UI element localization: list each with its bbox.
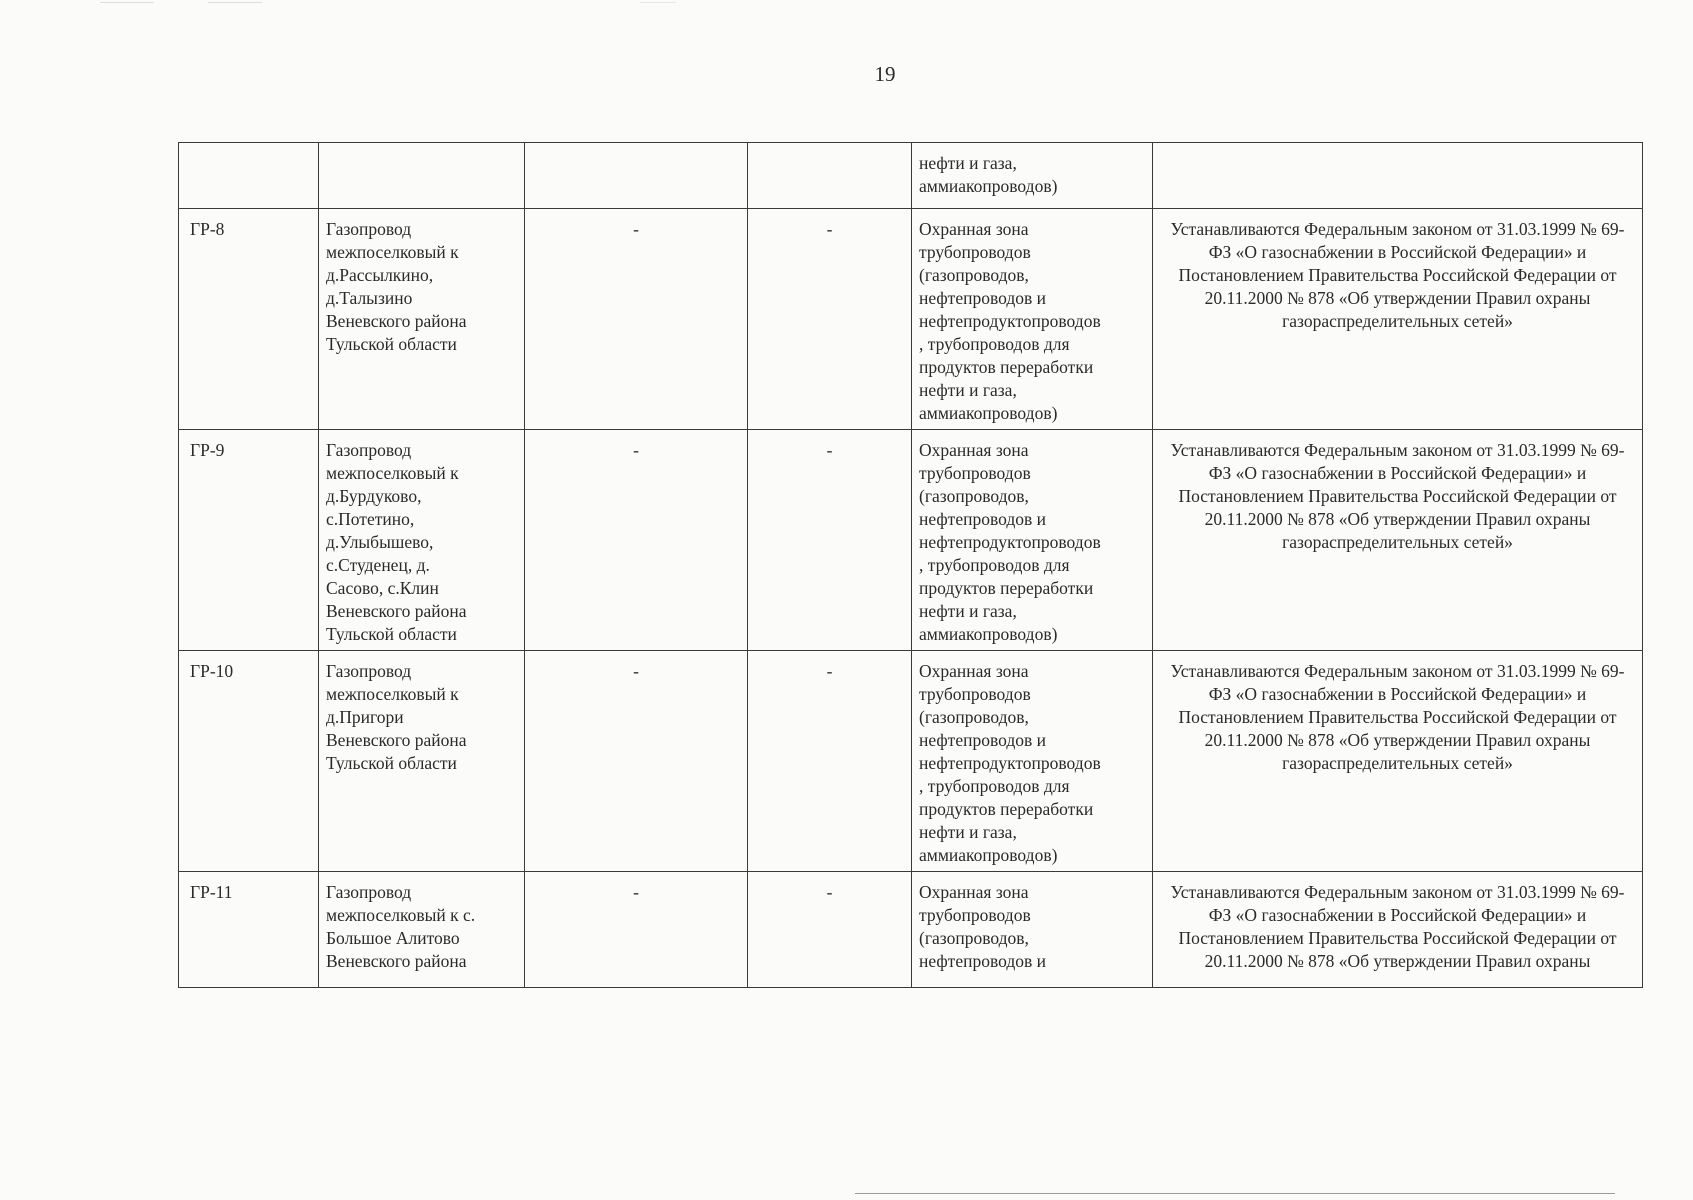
cell-code: ГР-11 — [179, 872, 319, 988]
cell-col4: - — [748, 651, 912, 872]
cell-basis: Устанавливаются Федеральным законом от 31.03.1999 № 69-ФЗ «О газоснабжении в Российской Федерации» и Постановлением Правительства Российской Федерации от 20.11.2000 № 878 «Об утверждении Правил охраны газораспределительных сетей» — [1153, 651, 1643, 872]
cell-code — [179, 143, 319, 209]
cell-basis: Устанавливаются Федеральным законом от 31.03.1999 № 69-ФЗ «О газоснабжении в Российской Федерации» и Постановлением Правительства Российской Федерации от 20.11.2000 № 878 «Об утверждении Правил охраны — [1153, 872, 1643, 988]
cell-col3: - — [525, 430, 748, 651]
zones-table — [178, 142, 1643, 988]
cell-basis: Устанавливаются Федеральным законом от 31.03.1999 № 69-ФЗ «О газоснабжении в Российской Федерации» и Постановлением Правительства Российской Федерации от 20.11.2000 № 878 «Об утверждении Правил охраны газораспределительных сетей» — [1153, 430, 1643, 651]
cell-basis: Устанавливаются Федеральным законом от 31.03.1999 № 69-ФЗ «О газоснабжении в Российской Федерации» и Постановлением Правительства Российской Федерации от 20.11.2000 № 878 «Об утверждении Правил охраны газораспределительных сетей» — [1153, 209, 1643, 430]
cell-name: Газопровод межпоселковый к д.Рассылкино, д.Талызино Веневского района Тульской области — [319, 209, 525, 430]
cell-name: Газопровод межпоселковый к д.Бурдуково, с.Потетино, д.Улыбышево, с.Студенец, д. Сасово, с.Клин Веневского района Тульской области — [319, 430, 525, 651]
cell-zone: Охранная зона трубопроводов (газопроводов, нефтепроводов и нефтепродуктопроводов , трубопроводов для продуктов переработки нефти и газа, аммиакопроводов) — [912, 209, 1153, 430]
cell-col4: - — [748, 872, 912, 988]
cell-zone: Охранная зона трубопроводов (газопроводов, нефтепроводов и нефтепродуктопроводов , трубопроводов для продуктов переработки нефти и газа, аммиакопроводов) — [912, 430, 1153, 651]
cell-name: Газопровод межпоселковый к д.Пригори Веневского района Тульской области — [319, 651, 525, 872]
cell-zone: Охранная зона трубопроводов (газопроводов, нефтепроводов и — [912, 872, 1153, 988]
page-number: 19 — [874, 62, 896, 86]
cell-basis — [1153, 143, 1643, 209]
cell-code: ГР-9 — [179, 430, 319, 651]
table-row — [179, 651, 1643, 872]
cell-col4: - — [748, 209, 912, 430]
cell-zone: Охранная зона трубопроводов (газопроводов, нефтепроводов и нефтепродуктопроводов , трубопроводов для продуктов переработки нефти и газа, аммиакопроводов) — [912, 651, 1153, 872]
table-row — [179, 430, 1643, 651]
cell-zone: нефти и газа, аммиакопроводов) — [912, 143, 1153, 209]
cell-col4: - — [748, 430, 912, 651]
table-row-continuation — [179, 143, 1643, 209]
cell-name: Газопровод межпоселковый к с. Большое Алитово Веневского района — [319, 872, 525, 988]
cell-col3: - — [525, 209, 748, 430]
cell-col3 — [525, 143, 748, 209]
cell-col3: - — [525, 872, 748, 988]
cell-name — [319, 143, 525, 209]
scan-artifact-top — [100, 2, 1000, 3]
scan-artifact-bottom — [855, 1193, 1615, 1194]
cell-code: ГР-10 — [179, 651, 319, 872]
cell-col3: - — [525, 651, 748, 872]
table-row — [179, 209, 1643, 430]
table-row — [179, 872, 1643, 988]
cell-col4 — [748, 143, 912, 209]
cell-code: ГР-8 — [179, 209, 319, 430]
